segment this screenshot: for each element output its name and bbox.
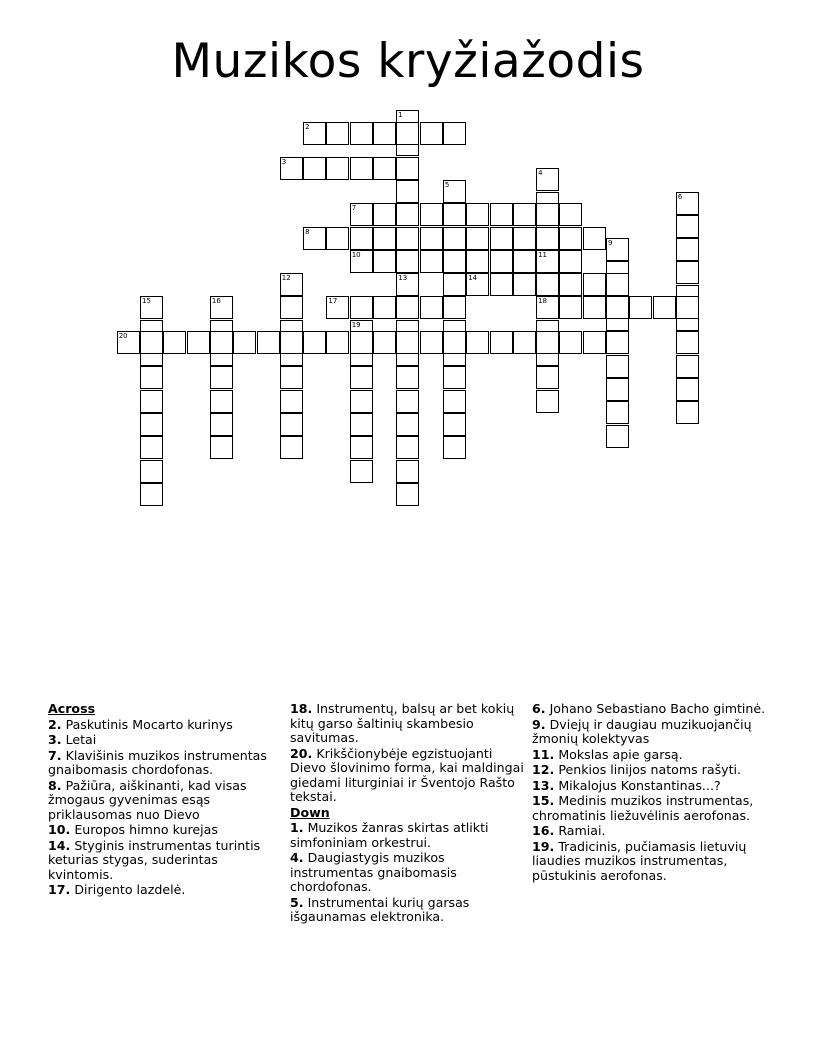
grid-cell[interactable] <box>629 296 652 319</box>
clue-text: Krikščionybėje egzistuojanti Dievo šlovinimo forma, kai maldingai giedami liturginiai ir Šventojo Rašto tekstai. <box>290 745 524 804</box>
clue-text: Muzikos žanras skirtas atlikti simfoniniam orkestrui. <box>290 820 489 850</box>
grid-cell[interactable] <box>443 331 466 354</box>
grid-cell[interactable] <box>210 296 233 319</box>
clue-column-1 <box>48 702 278 899</box>
clue-number: 18 <box>538 297 548 306</box>
clue-number-label: 1. <box>290 820 304 835</box>
grid-cell[interactable] <box>210 390 233 413</box>
grid-cell[interactable] <box>676 261 699 284</box>
grid-cell[interactable] <box>140 413 163 436</box>
grid-cell[interactable] <box>420 122 443 145</box>
clue-text: Paskutinis Mocarto kurinys <box>61 716 233 732</box>
grid-cell[interactable] <box>466 227 489 250</box>
clue-number-label: 9. <box>532 716 546 732</box>
grid-cell[interactable] <box>559 250 582 273</box>
clue-number: 15 <box>142 297 151 306</box>
clue-number-label: 13. <box>532 777 555 793</box>
grid-cell[interactable] <box>513 273 536 296</box>
grid-cell[interactable] <box>303 227 326 250</box>
grid-cell[interactable] <box>559 203 582 226</box>
grid-cell[interactable] <box>210 331 233 354</box>
grid-cell[interactable] <box>326 331 349 354</box>
grid-cell[interactable] <box>350 203 373 226</box>
grid-cell[interactable] <box>513 250 536 273</box>
clue-across <box>48 883 278 898</box>
grid-cell[interactable] <box>140 436 163 459</box>
grid-cell[interactable] <box>257 331 280 354</box>
grid-cell[interactable] <box>140 390 163 413</box>
grid-cell[interactable] <box>420 250 443 273</box>
grid-cell[interactable] <box>140 296 163 319</box>
grid-cell[interactable] <box>350 366 373 389</box>
clue-text: Mikalojus Konstantinas...? <box>554 777 721 793</box>
grid-cell[interactable] <box>513 227 536 250</box>
clue-number: 10 <box>351 250 361 259</box>
grid-cell[interactable] <box>443 436 466 459</box>
clue-text: Johano Sebastiano Bacho gimtinė. <box>545 701 766 716</box>
grid-cell[interactable] <box>443 203 466 226</box>
grid-cell[interactable] <box>303 331 326 354</box>
grid-cell[interactable] <box>373 122 396 145</box>
grid-cell[interactable] <box>350 436 373 459</box>
grid-cell[interactable] <box>536 331 559 354</box>
clue-number: 3 <box>281 157 287 166</box>
grid-cell[interactable] <box>326 296 349 319</box>
grid-cell[interactable] <box>396 331 419 354</box>
grid-cell[interactable] <box>490 227 513 250</box>
clue-number: 1 <box>398 111 403 119</box>
clue-down <box>532 702 768 717</box>
clue-number: 12 <box>281 274 291 283</box>
grid-cell[interactable] <box>443 122 466 145</box>
grid-cell[interactable] <box>350 296 373 319</box>
clue-number: 13 <box>398 274 408 283</box>
grid-cell[interactable] <box>280 366 303 389</box>
grid-cell[interactable] <box>559 273 582 296</box>
clue-number: 20 <box>118 332 128 341</box>
grid-cell[interactable] <box>466 203 489 226</box>
clue-number-label: 20. <box>290 745 313 761</box>
grid-cell[interactable] <box>676 296 699 319</box>
grid-cell[interactable] <box>559 227 582 250</box>
grid-cell[interactable] <box>583 273 606 296</box>
clue-down <box>532 718 768 747</box>
grid-cell[interactable] <box>420 331 443 354</box>
clue-number: 19 <box>351 320 361 329</box>
clue-number: 16 <box>211 297 221 306</box>
grid-cell[interactable] <box>676 401 699 424</box>
clue-across <box>48 749 278 778</box>
grid-cell[interactable] <box>280 436 303 459</box>
grid-cell[interactable] <box>396 203 419 226</box>
grid-cell[interactable] <box>490 203 513 226</box>
clue-number-label: 2. <box>48 716 62 732</box>
clue-text: Instrumentai kurių garsas išgaunamas elektronika. <box>290 894 470 924</box>
grid-cell[interactable] <box>373 250 396 273</box>
grid-cell[interactable] <box>280 331 303 354</box>
grid-cell[interactable] <box>373 157 396 180</box>
clue-number: 9 <box>608 239 613 248</box>
grid-cell[interactable] <box>373 203 396 226</box>
grid-cell[interactable] <box>280 390 303 413</box>
grid-cell[interactable] <box>443 413 466 436</box>
grid-cell[interactable] <box>350 460 373 483</box>
grid-cell[interactable] <box>350 413 373 436</box>
grid-cell[interactable] <box>117 331 140 354</box>
grid-cell[interactable] <box>350 390 373 413</box>
clue-across <box>48 718 278 733</box>
clue-number: 11 <box>538 250 548 259</box>
grid-cell[interactable] <box>350 122 373 145</box>
clue-down <box>532 779 768 794</box>
down-heading: Down <box>290 804 330 820</box>
clue-number-label: 15. <box>532 793 555 808</box>
clue-number-label: 4. <box>290 850 304 865</box>
clue-across <box>48 823 278 838</box>
grid-cell[interactable] <box>280 413 303 436</box>
grid-cell[interactable] <box>536 296 559 319</box>
grid-cell[interactable] <box>350 227 373 250</box>
grid-cell[interactable] <box>326 227 349 250</box>
clue-text: Styginis instrumentas turintis keturias stygas, suderintas kvintomis. <box>48 837 261 882</box>
grid-cell[interactable] <box>559 296 582 319</box>
clue-number: 5 <box>444 180 450 189</box>
grid-cell[interactable] <box>536 203 559 226</box>
clue-down <box>290 896 524 925</box>
grid-cell[interactable] <box>606 355 629 378</box>
grid-cell[interactable] <box>396 227 419 250</box>
grid-cell[interactable] <box>653 296 676 319</box>
page-title: Muzikos kryžiažodis <box>171 34 645 89</box>
clue-number: 6 <box>677 192 683 201</box>
grid-cell[interactable] <box>443 180 466 203</box>
grid-cell[interactable] <box>443 227 466 250</box>
grid-cell[interactable] <box>373 296 396 319</box>
grid-cell[interactable] <box>606 238 629 261</box>
clue-down <box>532 840 768 884</box>
clue-text: Medinis muzikos instrumentas, chromatinis liežuvėlinis aerofonas. <box>532 793 754 823</box>
grid-cell[interactable] <box>443 250 466 273</box>
clue-number-label: 6. <box>532 701 546 716</box>
clue-column-3 <box>532 702 768 884</box>
clue-text: Ramiai. <box>554 823 606 838</box>
clue-down <box>290 821 524 850</box>
grid-cell[interactable] <box>140 331 163 354</box>
grid-cell[interactable] <box>490 273 513 296</box>
grid-cell[interactable] <box>583 331 606 354</box>
grid-cell[interactable] <box>676 192 699 215</box>
grid-cell[interactable] <box>490 331 513 354</box>
across-heading: Across <box>48 701 96 716</box>
grid-cell[interactable] <box>350 157 373 180</box>
clue-number-label: 8. <box>48 777 62 793</box>
grid-cell[interactable] <box>373 331 396 354</box>
grid-cell[interactable] <box>396 296 419 319</box>
grid-cell[interactable] <box>443 366 466 389</box>
grid-cell[interactable] <box>466 331 489 354</box>
grid-cell[interactable] <box>326 157 349 180</box>
clue-number: 8 <box>305 227 310 236</box>
grid-cell[interactable] <box>140 366 163 389</box>
clue-number-label: 16. <box>532 823 555 838</box>
grid-cell[interactable] <box>396 460 419 483</box>
grid-cell[interactable] <box>676 238 699 261</box>
grid-cell[interactable] <box>210 436 233 459</box>
clue-across <box>290 747 524 805</box>
clue-across <box>48 839 278 883</box>
clue-across <box>48 733 278 748</box>
grid-cell[interactable] <box>396 180 419 203</box>
grid-cell[interactable] <box>536 168 559 191</box>
grid-cell[interactable] <box>396 436 419 459</box>
clue-number-label: 7. <box>48 747 62 763</box>
grid-cell[interactable] <box>676 215 699 238</box>
clue-down <box>532 748 768 763</box>
grid-cell[interactable] <box>606 296 629 319</box>
clue-text: Pažiūra, aiškinanti, kad visas žmogaus gyvenimas esąs priklausomas nuo Dievo <box>48 777 247 822</box>
clue-number: 17 <box>328 297 338 306</box>
grid-cell[interactable] <box>490 250 513 273</box>
clue-text: Dviejų ir daugiau muzikuojančių žmonių kolektyvas <box>532 716 752 746</box>
grid-cell[interactable] <box>536 366 559 389</box>
grid-cell[interactable] <box>443 273 466 296</box>
grid-cell[interactable] <box>420 203 443 226</box>
grid-cell[interactable] <box>396 366 419 389</box>
grid-cell[interactable] <box>396 273 419 296</box>
grid-cell[interactable] <box>606 401 629 424</box>
clue-column-2 <box>290 702 524 926</box>
clue-down <box>532 824 768 839</box>
clue-text: Klavišinis muzikos instrumentas gnaibomasis chordofonas. <box>48 747 267 777</box>
grid-cell[interactable] <box>396 390 419 413</box>
grid-cell[interactable] <box>396 157 419 180</box>
grid-cell[interactable] <box>210 366 233 389</box>
grid-cell[interactable] <box>350 250 373 273</box>
clue-across <box>48 779 278 823</box>
grid-cell[interactable] <box>443 296 466 319</box>
grid-cell[interactable] <box>583 227 606 250</box>
grid-cell[interactable] <box>140 460 163 483</box>
grid-cell[interactable] <box>676 378 699 401</box>
grid-cell[interactable] <box>140 483 163 506</box>
clue-down <box>532 763 768 778</box>
clue-text: Europos himno kurejas <box>70 822 218 837</box>
clue-number-label: 3. <box>48 732 62 747</box>
clue-number-label: 18. <box>290 701 313 716</box>
grid-cell[interactable] <box>420 227 443 250</box>
grid-cell[interactable] <box>466 250 489 273</box>
grid-cell[interactable] <box>676 331 699 354</box>
grid-cell[interactable] <box>559 331 582 354</box>
grid-cell[interactable] <box>536 273 559 296</box>
clue-number: 2 <box>305 122 310 131</box>
grid-cell[interactable] <box>326 122 349 145</box>
grid-cell[interactable] <box>233 331 256 354</box>
clue-down <box>290 851 524 895</box>
grid-cell[interactable] <box>163 331 186 354</box>
clue-down <box>532 794 768 823</box>
clue-number-label: 12. <box>532 762 555 777</box>
clue-text: Dirigento lazdelė. <box>70 882 186 897</box>
clue-text: Daugiastygis muzikos instrumentas gnaibomasis chordofonas. <box>290 850 457 894</box>
clue-number-label: 10. <box>48 822 71 837</box>
grid-cell[interactable] <box>536 390 559 413</box>
grid-cell[interactable] <box>606 331 629 354</box>
clue-number-label: 17. <box>48 882 71 897</box>
grid-cell[interactable] <box>513 331 536 354</box>
grid-cell[interactable] <box>396 483 419 506</box>
clue-number: 14 <box>468 274 478 283</box>
grid-cell[interactable] <box>303 157 326 180</box>
grid-cell[interactable] <box>396 413 419 436</box>
grid-cell[interactable] <box>303 122 326 145</box>
grid-cell[interactable] <box>606 425 629 448</box>
grid-cell[interactable] <box>443 390 466 413</box>
clue-number: 4 <box>538 169 543 178</box>
clue-text: Instrumentų, balsų ar bet kokių kitų garso šaltinių skambesio savitumas. <box>290 701 515 745</box>
grid-cell[interactable] <box>466 273 489 296</box>
grid-cell[interactable] <box>536 227 559 250</box>
clue-number-label: 11. <box>532 746 555 762</box>
grid-cell[interactable] <box>513 203 536 226</box>
grid-cell[interactable] <box>280 273 303 296</box>
grid-cell[interactable] <box>280 296 303 319</box>
grid-cell[interactable] <box>420 296 443 319</box>
grid-cell[interactable] <box>676 355 699 378</box>
clue-number: 7 <box>351 204 357 213</box>
clue-text: Letai <box>61 732 97 747</box>
clue-number-label: 19. <box>532 838 555 854</box>
grid-cell[interactable] <box>187 331 210 354</box>
grid-cell[interactable] <box>396 250 419 273</box>
clue-across <box>290 702 524 746</box>
grid-cell[interactable] <box>583 296 606 319</box>
clue-number-label: 14. <box>48 837 71 853</box>
clue-number-label: 5. <box>290 894 304 910</box>
grid-cell[interactable] <box>606 378 629 401</box>
grid-cell[interactable] <box>280 157 303 180</box>
clue-text: Tradicinis, pučiamasis lietuvių liaudies muzikos instrumentas, pūstukinis aerofonas. <box>532 838 747 883</box>
grid-cell[interactable] <box>536 250 559 273</box>
grid-cell[interactable] <box>210 413 233 436</box>
clue-text: Penkios linijos natoms rašyti. <box>554 762 742 777</box>
clue-text: Mokslas apie garsą. <box>554 746 683 762</box>
grid-cell[interactable] <box>373 227 396 250</box>
grid-cell[interactable] <box>396 122 419 145</box>
grid-cell[interactable] <box>606 273 629 296</box>
grid-cell[interactable] <box>350 331 373 354</box>
